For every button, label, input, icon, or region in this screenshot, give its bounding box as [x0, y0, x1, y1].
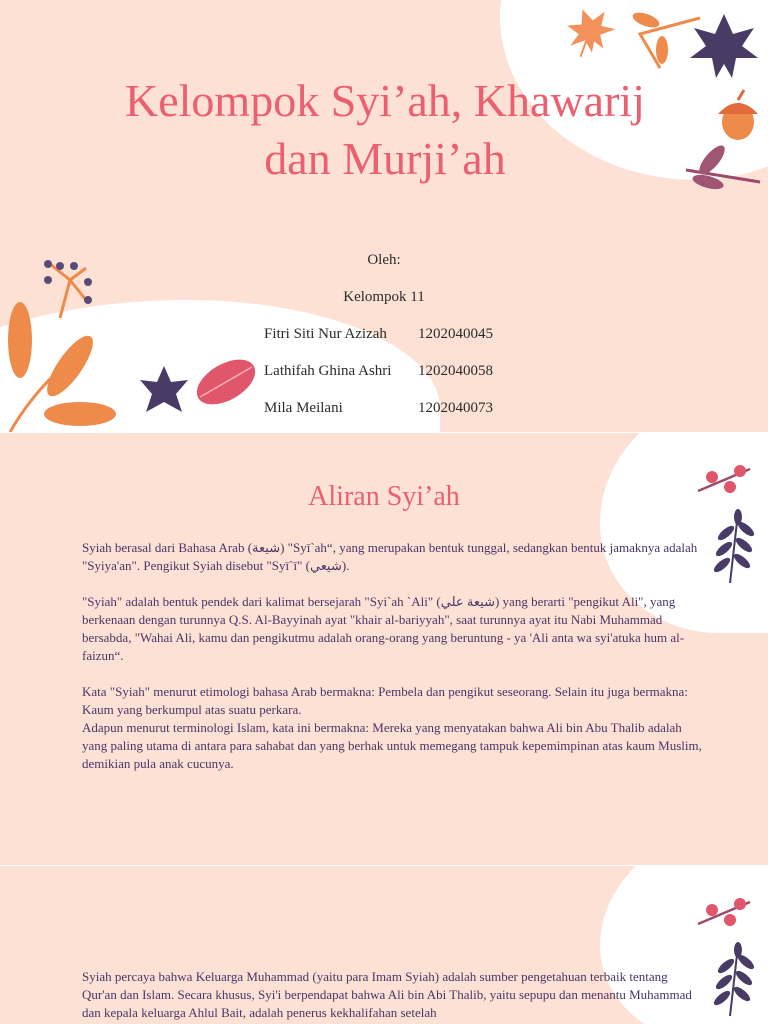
- section-body: [82, 539, 702, 773]
- twig-leaves-icon: [631, 10, 700, 68]
- paragraph: Kata "Syiah" menurut etimologi bahasa Arab bermakna: Pembela dan pengikut seseorang. Selain itu juga bermakna: Kaum yang berkumpul atas suatu perkara.: [82, 684, 688, 717]
- fern-icon: [712, 942, 756, 1016]
- member-name: Lathifah Ghina Ashri: [264, 363, 392, 379]
- member-name: Mila Meilani: [264, 400, 343, 416]
- orange-leaves-icon: [8, 302, 116, 432]
- aliran-syiah-slide: [0, 433, 768, 865]
- section-heading: Aliran Syi’ah: [308, 481, 460, 512]
- fern-icon: [712, 509, 756, 583]
- section-body: [82, 968, 698, 1022]
- continuation-slide: [0, 866, 768, 1024]
- member-nim: 1202040058: [418, 363, 493, 379]
- acorn-icon: [718, 90, 758, 140]
- member-row: [264, 363, 493, 380]
- member-row: [264, 326, 493, 343]
- flower-decoration-icon: [140, 366, 188, 412]
- cover-slide: [0, 0, 768, 432]
- pink-branch-icon: [686, 142, 760, 192]
- paragraph: Syiah berasal dari Bahasa Arab (شيعة) "Syī`ah“, yang merupakan bentuk tunggal, sedangkan bentuk jamaknya adalah "Syiya'an". Pengikut Syiah disebut "Syī`ī" (شيعي).: [82, 540, 698, 573]
- member-name: Fitri Siti Nur Azizah: [264, 326, 387, 342]
- paragraph: Syiah percaya bahwa Keluarga Muhammad (yaitu para Imam Syiah) adalah sumber pengetahuan terbaik tentang Qur'an dan Islam. Secara khusus, Syi'i berpendapat bahwa Ali bin Abi Thalib, yaitu sepupu dan menantu Muhammad dan kepala keluarga Ahlul Bait, adalah penerus kekhalifahan setelah: [82, 969, 692, 1020]
- cover-title: Kelompok Syi’ah, Khawarij dan Murji’ah: [125, 75, 645, 184]
- member-row: [264, 400, 493, 417]
- member-nim: 1202040045: [418, 326, 493, 342]
- paragraph: "Syiah" adalah bentuk pendek dari kalimat bersejarah "Syi`ah `Ali" (شيعة علي) yang berarti "pengikut Ali", yang berkenaan dengan turunnya Q.S. Al-Bayyinah ayat "khair al-bariyyah", saat turunnya ayat itu Nabi Muhammad bersabda, "Wahai Ali, kamu dan pengikutmu adalah orang-orang yang beruntung - ya 'Ali anta wa syi'atuka hum al-faizun“.: [82, 594, 685, 663]
- member-nim: 1202040073: [418, 400, 493, 416]
- oleh-label: Oleh:: [367, 252, 401, 268]
- pink-leaf-icon: [189, 350, 262, 413]
- paragraph: Adapun menurut terminologi Islam, kata ini bermakna: Mereka yang menyatakan bahwa Ali bin Abu Thalib adalah yang paling utama di antara para sahabat dan yang berhak untuk memegang tampuk kepemimpinan atas kaum Muslim, demikian pula anak cucunya.: [82, 720, 702, 771]
- berry-branch-icon: [690, 876, 768, 1024]
- maple-leaf-icon: [560, 1, 620, 59]
- group-label: Kelompok 11: [343, 289, 425, 305]
- purple-maple-leaf-icon: [690, 14, 758, 78]
